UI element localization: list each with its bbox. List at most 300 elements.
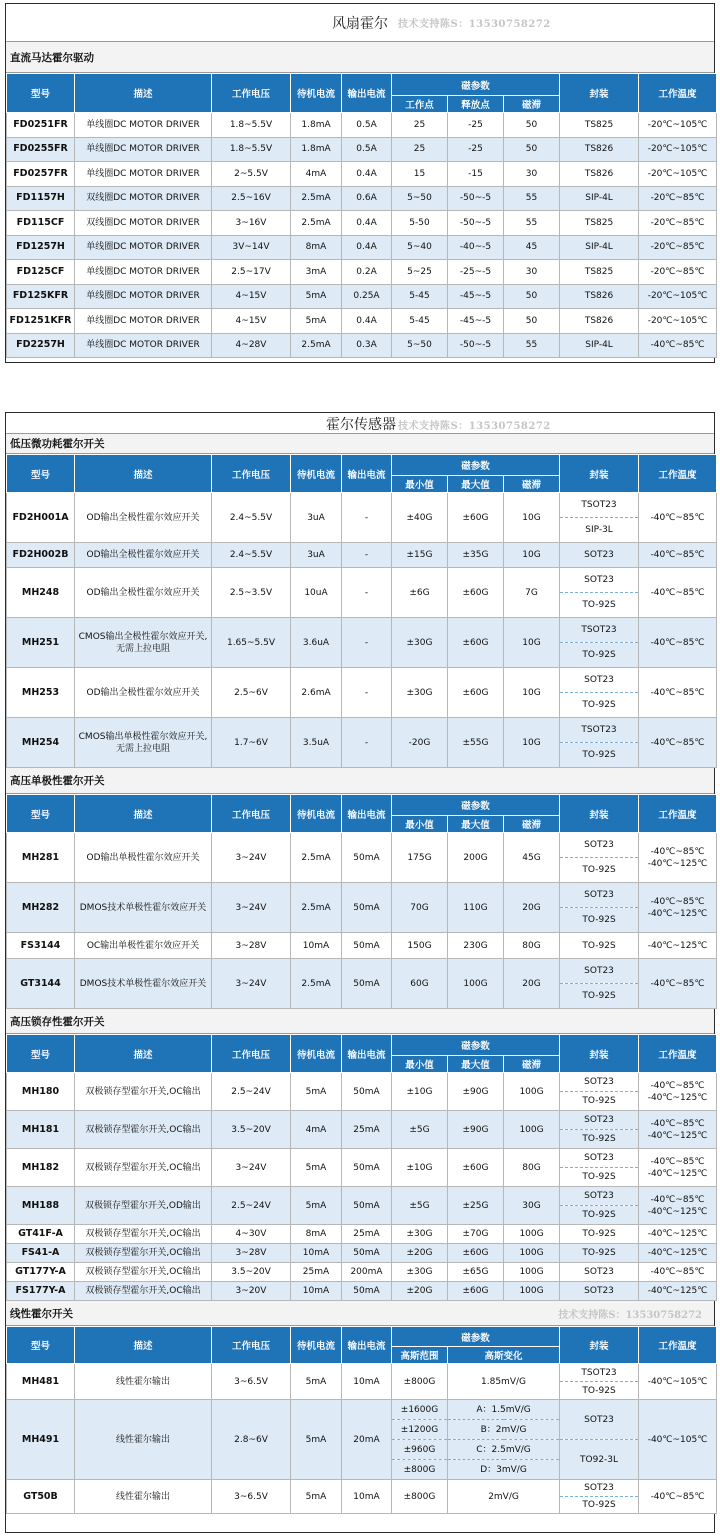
output-cell: 0.5A: [342, 113, 392, 138]
temp-cell: -40℃~85℃: [639, 1480, 717, 1514]
max-cell: ±60G: [448, 1149, 504, 1187]
standby-cell: 3mA: [291, 260, 342, 285]
section-title-latch: 高压锁存性霍尔开关: [6, 1009, 714, 1034]
min-cell: ±30G: [392, 618, 448, 668]
rel-cell: -50~-5: [448, 211, 504, 236]
min-cell: ±20G: [392, 1244, 448, 1263]
max-cell: ±60G: [448, 618, 504, 668]
model-cell: FS3144: [7, 933, 75, 959]
temp-line: -40℃~85℃: [650, 896, 705, 907]
max-cell: 100G: [448, 959, 504, 1009]
hys-cell: 45: [504, 235, 560, 260]
table-row: [7, 493, 717, 518]
output-cell: 200mA: [342, 1263, 392, 1282]
min-cell: ±30G: [392, 1225, 448, 1244]
latch-header-row: [7, 1035, 717, 1056]
standby-cell: 2.5mA: [291, 833, 342, 883]
standby-cell: 5mA: [291, 1187, 342, 1225]
op-cell: 5-45: [392, 309, 448, 334]
package-cell: TO-92S: [560, 1225, 639, 1244]
col-max: 最大值: [448, 476, 504, 493]
rel-cell: -25: [448, 113, 504, 138]
voltage-cell: 3~16V: [212, 211, 291, 236]
desc-cell: 线性霍尔输出: [75, 1480, 212, 1514]
package-cell: TO-92S: [560, 1382, 639, 1400]
col-desc: 描述: [75, 795, 212, 833]
pkg-cell: TS826: [560, 162, 639, 187]
table-row: [7, 284, 717, 309]
change-cell: C：2.5mV/G: [448, 1440, 560, 1460]
low-header-row: [7, 455, 717, 476]
hys-cell: 50: [504, 137, 560, 162]
desc-cell: 双极锁存型霍尔开关,OC输出: [75, 1282, 212, 1301]
col-mag: 磁参数: [392, 455, 560, 476]
model-cell: MH282: [7, 883, 75, 933]
desc-cell: DMOS技术单极性霍尔效应开关: [75, 883, 212, 933]
max-cell: ±60G: [448, 568, 504, 618]
hall-sensor-panel: [5, 412, 715, 1533]
voltage-cell: 2.8~6V: [212, 1400, 291, 1480]
range-cell: ±1200G: [392, 1420, 448, 1440]
col-range: 高斯范围: [392, 1347, 448, 1364]
table-row: [7, 833, 717, 858]
op-cell: 5~25: [392, 260, 448, 285]
col-output: 输出电流: [342, 455, 392, 493]
package-cell: TO-92S: [560, 858, 639, 883]
standby-cell: 2.5mA: [291, 186, 342, 211]
package-cell: SOT23: [560, 1187, 639, 1206]
desc-cell: OD输出全极性霍尔效应开关: [75, 668, 212, 718]
col-mag: 磁参数: [392, 1035, 560, 1056]
temp-cell: -20℃~85℃: [639, 211, 717, 236]
desc-cell: 双线圈DC MOTOR DRIVER: [75, 186, 212, 211]
linear-table: [6, 1326, 717, 1514]
temp-cell: -20℃~105℃: [639, 113, 717, 138]
temp-line: -40℃~125℃: [647, 858, 708, 869]
hys-cell: 100G: [504, 1225, 560, 1244]
temp-cell: [639, 1111, 717, 1149]
fan-hall-panel: [5, 3, 715, 363]
hys-cell: 100G: [504, 1263, 560, 1282]
temp-cell: [639, 1073, 717, 1111]
hys-cell: 80G: [504, 1149, 560, 1187]
max-cell: 230G: [448, 933, 504, 959]
package-cell: SIP-3L: [560, 518, 639, 543]
temp-cell: [639, 1187, 717, 1225]
model-cell: FD125KFR: [7, 284, 75, 309]
standby-cell: 3uA: [291, 493, 342, 543]
desc-cell: DMOS技术单极性霍尔效应开关: [75, 959, 212, 1009]
desc-cell: 双线圈DC MOTOR DRIVER: [75, 211, 212, 236]
range-cell: ±800G: [392, 1364, 448, 1400]
table-row: [7, 1263, 717, 1282]
hys-cell: 20G: [504, 959, 560, 1009]
standby-cell: 5mA: [291, 1073, 342, 1111]
package-cell: TO-92S: [560, 593, 639, 618]
temp-line: -40℃~125℃: [647, 1229, 708, 1239]
col-output: 输出电流: [342, 74, 392, 113]
min-cell: -20G: [392, 718, 448, 768]
output-cell: 10mA: [342, 1364, 392, 1400]
model-cell: MH180: [7, 1073, 75, 1111]
col-temp: 工作温度: [639, 1327, 717, 1364]
col-voltage: 工作电压: [212, 795, 291, 833]
package-cell: TSOT23: [560, 618, 639, 643]
output-cell: 0.2A: [342, 260, 392, 285]
section-title-low: 低压微功耗霍尔开关: [6, 434, 714, 454]
temp-cell: -20℃~85℃: [639, 186, 717, 211]
output-cell: 50mA: [342, 933, 392, 959]
model-cell: GT3144: [7, 959, 75, 1009]
standby-cell: 5mA: [291, 1480, 342, 1514]
standby-cell: 1.8mA: [291, 113, 342, 138]
standby-cell: 8mA: [291, 235, 342, 260]
package-cell: TO-92S: [560, 1168, 639, 1187]
hys-cell: 50: [504, 113, 560, 138]
output-cell: 0.4A: [342, 211, 392, 236]
table-row: [7, 211, 717, 236]
temp-cell: -20℃~105℃: [639, 309, 717, 334]
latch-table: [6, 1034, 717, 1301]
voltage-cell: 3.5~20V: [212, 1263, 291, 1282]
package-cell: SOT23: [560, 833, 639, 858]
voltage-cell: 3~28V: [212, 933, 291, 959]
standby-cell: 25mA: [291, 1263, 342, 1282]
temp-line: -40℃~85℃: [650, 978, 705, 989]
standby-cell: 2.5mA: [291, 959, 342, 1009]
min-cell: 70G: [392, 883, 448, 933]
voltage-cell: 3~28V: [212, 1244, 291, 1263]
model-cell: MH181: [7, 1111, 75, 1149]
package-cell: SOT23: [560, 668, 639, 693]
col-mag: 磁参数: [392, 1327, 560, 1347]
min-cell: ±30G: [392, 668, 448, 718]
change-cell: B：2mV/G: [448, 1420, 560, 1440]
temp-line: -40℃~85℃: [650, 550, 705, 560]
min-cell: ±30G: [392, 1263, 448, 1282]
range-cell: ±960G: [392, 1440, 448, 1460]
output-cell: 50mA: [342, 959, 392, 1009]
package-cell: TO-92S: [560, 1244, 639, 1263]
voltage-cell: 1.8~5.5V: [212, 113, 291, 138]
standby-cell: 10mA: [291, 1244, 342, 1263]
hys-cell: 100G: [504, 1282, 560, 1301]
output-cell: 50mA: [342, 1187, 392, 1225]
table-row: [7, 1225, 717, 1244]
output-cell: 0.5A: [342, 137, 392, 162]
rel-cell: -45~-5: [448, 309, 504, 334]
output-cell: -: [342, 618, 392, 668]
temp-cell: [639, 1282, 717, 1301]
package-cell: TO-92S: [560, 933, 639, 959]
model-cell: MH188: [7, 1187, 75, 1225]
rel-cell: -50~-5: [448, 333, 504, 358]
temp-cell: [639, 1225, 717, 1244]
voltage-cell: 1.65~5.5V: [212, 618, 291, 668]
voltage-cell: 2.5~6V: [212, 668, 291, 718]
desc-cell: 双极锁存型霍尔开关,OC输出: [75, 1073, 212, 1111]
output-cell: -: [342, 668, 392, 718]
model-cell: FD0255FR: [7, 137, 75, 162]
desc-cell: CMOS输出单极性霍尔效应开关,无需上拉电阻: [75, 718, 212, 768]
model-cell: FD0257FR: [7, 162, 75, 187]
voltage-cell: 1.8~5.5V: [212, 137, 291, 162]
standby-cell: 10mA: [291, 1282, 342, 1301]
hys-cell: 80G: [504, 933, 560, 959]
desc-cell: 单线圈DC MOTOR DRIVER: [75, 309, 212, 334]
temp-line: -40℃~85℃: [650, 1118, 705, 1129]
desc-cell: 线性霍尔输出: [75, 1364, 212, 1400]
temp-line: -40℃~85℃: [650, 1194, 705, 1205]
model-cell: GT41F-A: [7, 1225, 75, 1244]
table-row: [7, 1282, 717, 1301]
col-output: 输出电流: [342, 1327, 392, 1364]
hys-cell: 55: [504, 333, 560, 358]
col-min: 最小值: [392, 816, 448, 833]
title-bar: [6, 4, 714, 42]
col-temp: 工作温度: [639, 455, 717, 493]
temp-cell: -40℃~105℃: [639, 1400, 717, 1480]
temp-cell: [639, 568, 717, 618]
temp-line: -40℃~125℃: [647, 1130, 708, 1141]
output-cell: 50mA: [342, 1282, 392, 1301]
col-hys: 磁滞: [504, 96, 560, 113]
voltage-cell: 2.5~17V: [212, 260, 291, 285]
desc-cell: 双极锁存型霍尔开关,OC输出: [75, 1244, 212, 1263]
desc-cell: OD输出全极性霍尔效应开关: [75, 493, 212, 543]
output-cell: 25mA: [342, 1111, 392, 1149]
standby-cell: 5mA: [291, 1149, 342, 1187]
temp-cell: [639, 1149, 717, 1187]
voltage-cell: 1.7~6V: [212, 718, 291, 768]
package-cell: TO-92S: [560, 743, 639, 768]
model-cell: MH481: [7, 1364, 75, 1400]
max-cell: ±70G: [448, 1225, 504, 1244]
col-standby: 待机电流: [291, 795, 342, 833]
table-row: [7, 933, 717, 959]
voltage-cell: 2.5~24V: [212, 1187, 291, 1225]
output-cell: 10mA: [342, 1480, 392, 1514]
voltage-cell: 3~6.5V: [212, 1480, 291, 1514]
col-model: 型号: [7, 455, 75, 493]
package-cell: SOT23: [560, 1111, 639, 1130]
col-pkg: 封装: [560, 795, 639, 833]
standby-cell: 4mA: [291, 1111, 342, 1149]
temp-cell: -40℃~85℃: [639, 333, 717, 358]
model-cell: FD1257H: [7, 235, 75, 260]
output-cell: 0.3A: [342, 333, 392, 358]
package-cell: TO-92S: [560, 1206, 639, 1225]
desc-cell: 单线圈DC MOTOR DRIVER: [75, 260, 212, 285]
min-cell: ±5G: [392, 1187, 448, 1225]
model-cell: MH254: [7, 718, 75, 768]
package-cell: TO-92S: [560, 1092, 639, 1111]
temp-cell: [639, 933, 717, 959]
standby-cell: 5mA: [291, 284, 342, 309]
standby-cell: 2.5mA: [291, 333, 342, 358]
hys-cell: 55: [504, 186, 560, 211]
output-cell: -: [342, 718, 392, 768]
col-max: 最大值: [448, 1056, 504, 1073]
hys-cell: 10G: [504, 668, 560, 718]
hys-cell: 10G: [504, 543, 560, 568]
min-cell: ±15G: [392, 543, 448, 568]
standby-cell: 1.8mA: [291, 137, 342, 162]
temp-line: -40℃~85℃: [650, 1267, 705, 1277]
model-cell: MH248: [7, 568, 75, 618]
section-title-high-unipolar: 高压单极性霍尔开关: [6, 768, 714, 794]
temp-line: -40℃~125℃: [647, 1248, 708, 1258]
package-cell: TO-92S: [560, 908, 639, 933]
pkg-cell: TS825: [560, 260, 639, 285]
table-row: [7, 113, 717, 138]
output-cell: 50mA: [342, 833, 392, 883]
table-row: [7, 333, 717, 358]
op-cell: 5~50: [392, 333, 448, 358]
hys-cell: 20G: [504, 883, 560, 933]
max-cell: ±60G: [448, 1244, 504, 1263]
model-cell: FD0251FR: [7, 113, 75, 138]
table-row: [7, 883, 717, 908]
desc-cell: OD输出全极性霍尔效应开关: [75, 543, 212, 568]
change-cell: 2mV/G: [448, 1480, 560, 1514]
model-cell: FS41-A: [7, 1244, 75, 1263]
model-cell: FD125CF: [7, 260, 75, 285]
voltage-cell: 3~24V: [212, 883, 291, 933]
voltage-cell: 3~24V: [212, 959, 291, 1009]
high-unipolar-table: [6, 794, 717, 1009]
col-temp: 工作温度: [639, 1035, 717, 1073]
model-cell: GT177Y-A: [7, 1263, 75, 1282]
page-title-2: 霍尔传感器: [326, 417, 396, 433]
model-cell: FD2H001A: [7, 493, 75, 543]
pkg-cell: TS826: [560, 284, 639, 309]
table-row: [7, 309, 717, 334]
col-hys: 磁滞: [504, 1056, 560, 1073]
max-cell: 200G: [448, 833, 504, 883]
range-cell: ±1600G: [392, 1400, 448, 1420]
op-cell: 5~50: [392, 186, 448, 211]
col-change: 高斯变化: [448, 1347, 560, 1364]
table-row: [7, 1149, 717, 1168]
voltage-cell: 2~5.5V: [212, 162, 291, 187]
rel-cell: -15: [448, 162, 504, 187]
table-row: [7, 1364, 717, 1382]
col-standby: 待机电流: [291, 455, 342, 493]
voltage-cell: 3~6.5V: [212, 1364, 291, 1400]
model-cell: MH251: [7, 618, 75, 668]
desc-cell: 双极锁存型霍尔开关,OC输出: [75, 1225, 212, 1244]
desc-cell: 双极锁存型霍尔开关,OD输出: [75, 1187, 212, 1225]
temp-cell: [639, 493, 717, 543]
standby-cell: 2.5mA: [291, 211, 342, 236]
voltage-cell: 4~15V: [212, 284, 291, 309]
desc-cell: 双极锁存型霍尔开关,OC输出: [75, 1263, 212, 1282]
table-row: [7, 162, 717, 187]
col-hys: 磁滞: [504, 476, 560, 493]
table-row: [7, 260, 717, 285]
max-cell: ±90G: [448, 1073, 504, 1111]
desc-cell: 双极锁存型霍尔开关,OC输出: [75, 1149, 212, 1187]
temp-cell: [639, 959, 717, 1009]
min-cell: 60G: [392, 959, 448, 1009]
rel-cell: -40~-5: [448, 235, 504, 260]
output-cell: 50mA: [342, 1244, 392, 1263]
hys-cell: 30: [504, 162, 560, 187]
desc-cell: OD输出全极性霍尔效应开关: [75, 568, 212, 618]
package-cell: SOT23: [560, 1400, 639, 1440]
output-cell: 0.6A: [342, 186, 392, 211]
hys-cell: 45G: [504, 833, 560, 883]
voltage-cell: 2.4~5.5V: [212, 493, 291, 543]
table-row: [7, 235, 717, 260]
voltage-cell: 3~24V: [212, 1149, 291, 1187]
uni-header-row: [7, 795, 717, 816]
standby-cell: 3.5uA: [291, 718, 342, 768]
temp-line: -40℃~125℃: [647, 1286, 708, 1296]
desc-cell: 单线圈DC MOTOR DRIVER: [75, 113, 212, 138]
standby-cell: 2.5mA: [291, 883, 342, 933]
desc-cell: OD输出单极性霍尔效应开关: [75, 833, 212, 883]
support-contact-3: 技术支持陈S：13530758272: [558, 1309, 702, 1321]
temp-line: -40℃~85℃: [650, 737, 705, 748]
voltage-cell: 4~15V: [212, 309, 291, 334]
col-pkg: 封装: [560, 1327, 639, 1364]
temp-cell: -20℃~105℃: [639, 137, 717, 162]
col-op: 工作点: [392, 96, 448, 113]
change-cell: 1.85mV/G: [448, 1364, 560, 1400]
temp-line: -40℃~85℃: [650, 1080, 705, 1091]
voltage-cell: 3~20V: [212, 1282, 291, 1301]
pkg-cell: SIP-4L: [560, 235, 639, 260]
col-min: 最小值: [392, 1056, 448, 1073]
max-cell: 110G: [448, 883, 504, 933]
col-min: 最小值: [392, 476, 448, 493]
op-cell: 25: [392, 137, 448, 162]
table-row: [7, 618, 717, 643]
table-row: [7, 718, 717, 743]
standby-cell: 10mA: [291, 933, 342, 959]
col-model: 型号: [7, 1327, 75, 1364]
standby-cell: 5mA: [291, 309, 342, 334]
col-temp: 工作温度: [639, 74, 717, 113]
col-voltage: 工作电压: [212, 455, 291, 493]
voltage-cell: 2.5~24V: [212, 1073, 291, 1111]
table-row: [7, 1400, 717, 1420]
col-model: 型号: [7, 74, 75, 113]
output-cell: 0.4A: [342, 235, 392, 260]
temp-cell: -20℃~105℃: [639, 284, 717, 309]
col-desc: 描述: [75, 1327, 212, 1364]
support-contact: 技术支持陈S：13530758272: [398, 19, 551, 30]
min-cell: 175G: [392, 833, 448, 883]
temp-line: -40℃~125℃: [647, 1092, 708, 1103]
pkg-cell: TS826: [560, 137, 639, 162]
op-cell: 15: [392, 162, 448, 187]
temp-line: -40℃~125℃: [647, 908, 708, 919]
col-desc: 描述: [75, 1035, 212, 1073]
temp-cell: -20℃~105℃: [639, 162, 717, 187]
title-bar-2: [6, 413, 714, 434]
model-cell: FS177Y-A: [7, 1282, 75, 1301]
col-temp: 工作温度: [639, 795, 717, 833]
col-model: 型号: [7, 795, 75, 833]
package-cell: SOT23: [560, 959, 639, 984]
col-output: 输出电流: [342, 795, 392, 833]
model-cell: FD115CF: [7, 211, 75, 236]
col-standby: 待机电流: [291, 1327, 342, 1364]
col-pkg: 封装: [560, 455, 639, 493]
